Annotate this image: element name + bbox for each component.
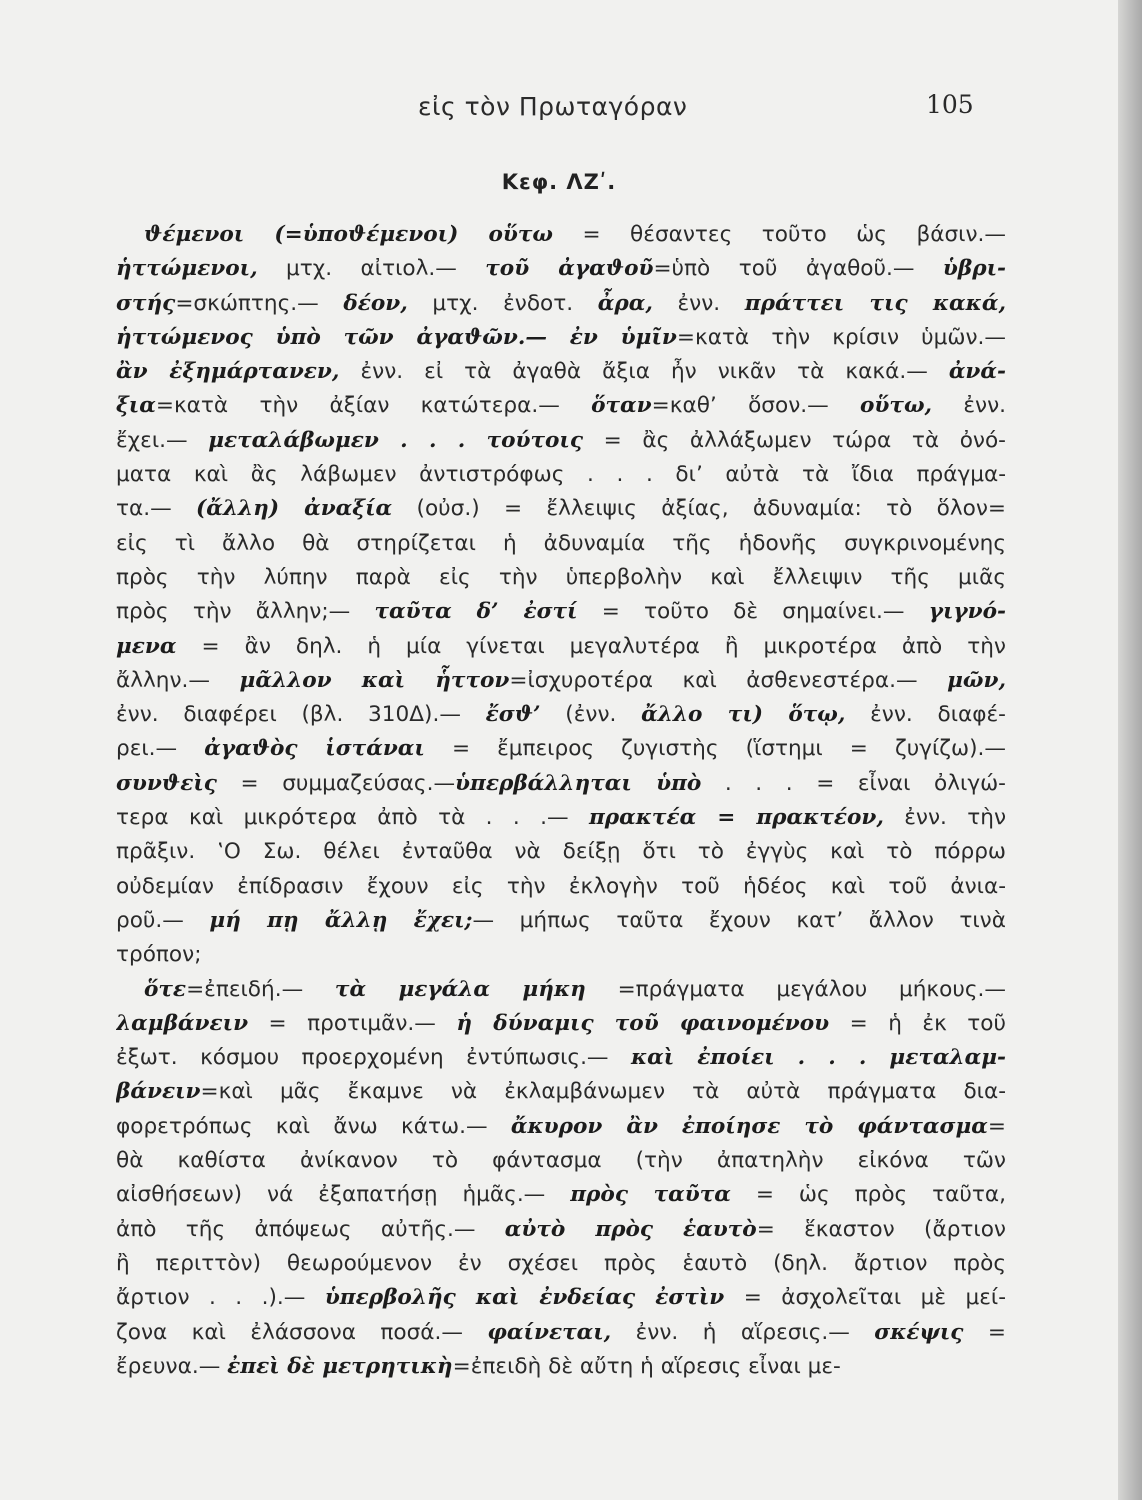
lemma: ἄκυρον ἂν ἐποίησε τὸ φάντασμα (510, 1113, 988, 1139)
text-line (116, 389, 1006, 423)
lemma: ξια (116, 393, 156, 419)
gloss: =σκώπτης.— (175, 290, 344, 316)
gloss: ἐξωτ. κόσμου προερχομένη ἐντύπωσις.— (116, 1045, 631, 1071)
gloss: ἐνν. (652, 290, 745, 316)
lemma: ἡττώμενοι, (116, 256, 258, 282)
text-line (116, 904, 1006, 938)
gloss: = προτιμᾶν.— (248, 1010, 457, 1036)
lemma: ἐπεὶ δὲ μετρητικὴ (227, 1353, 453, 1379)
text-line (116, 355, 1006, 389)
gloss: ματα καὶ ἂς λάβωμεν ἀντιστρόφως . . . δι’ αὐτὰ τὰ ἴδια πράγμα- (116, 462, 1006, 488)
gloss: ἄρτιον . . .).— (116, 1285, 325, 1311)
text-line (116, 630, 1006, 664)
commentary-text (116, 218, 1006, 1384)
lemma: ἔσϑ’ (485, 702, 541, 728)
text-line (116, 1144, 1006, 1178)
lemma: ταῦτα δ’ ἐστί (374, 599, 578, 625)
lemma: ἄλλο τι) ὅτῳ, (641, 702, 846, 728)
text-line (116, 870, 1006, 904)
text-line (116, 732, 1006, 766)
gloss: ρει.— (116, 736, 205, 762)
gloss: =ἐπειδή.— (186, 976, 335, 1002)
text-line (116, 801, 1006, 835)
gloss: ροῦ.— (116, 907, 210, 933)
text-line (116, 1281, 1006, 1315)
lemma: σκέψις (874, 1319, 964, 1345)
lemma: βάνειν (116, 1079, 201, 1105)
gloss: = θέσαντες τοῦτο ὡς βάσιν.— (552, 222, 1006, 247)
gloss: =πράγματα μεγάλου μήκους.— (585, 976, 1006, 1002)
lemma: αὐτὸ πρὸς ἑαυτὸ (504, 1216, 757, 1242)
page-number: 105 (926, 90, 974, 119)
text-line (116, 1110, 1006, 1144)
lemma: καὶ ἐποίει . . . μεταλαμ- (630, 1045, 1006, 1071)
gloss: — μήπως ταῦτα ἔχουν κατ’ ἄλλον τινὰ (472, 907, 1006, 933)
gloss: =καθ’ ὅσον.— (651, 393, 861, 419)
gloss: τα.— (116, 496, 197, 522)
lemma: λαμβάνειν (116, 1010, 249, 1036)
text-line (116, 1247, 1006, 1281)
lemma: ὑβρι- (942, 256, 1006, 282)
text-line (116, 458, 1006, 492)
text-line (116, 492, 1006, 526)
running-title: εἰς τὸν Πρωταγόραν (418, 92, 688, 121)
lemma: (ἄλλη) ἀναξία (196, 496, 393, 522)
lemma: πρακτέα = πρακτέον, (588, 805, 884, 831)
lemma: δέον, (343, 290, 408, 316)
lemma: πράττει τις κακά, (744, 290, 1006, 316)
gloss: = ἡ ἐκ τοῦ (829, 1010, 1006, 1036)
lemma: ἀγαϑὸς ἱστάναι (204, 736, 425, 762)
text-line (116, 1178, 1006, 1212)
text-line (116, 1007, 1006, 1041)
gloss: ἐνν. (932, 393, 1006, 419)
gloss: = ἕκαστον (ἄρτιον (756, 1216, 1006, 1242)
gloss: οὐδεμίαν ἐπίδρασιν ἔχουν εἰς τὴν ἐκλογὴν τοῦ ἡδέος καὶ τοῦ ἀνια- (116, 873, 1006, 899)
lemma: οὕτω, (860, 393, 933, 419)
gloss: = (963, 1319, 1006, 1345)
text-line (116, 527, 1006, 561)
lemma: τὰ μεγάλα μήκη (334, 976, 586, 1002)
lemma: ἀνά- (948, 359, 1006, 385)
lemma: πρὸς ταῦτα (570, 1182, 731, 1208)
gloss: ἀπὸ τῆς ἀπόψεως αὐτῆς.— (116, 1216, 505, 1242)
lemma: ἡ δύναμις τοῦ φαινομένου (456, 1010, 830, 1036)
lemma: μῶν, (947, 667, 1006, 693)
gloss: ἢ περιττὸν) θεωρούμενον ἐν σχέσει πρὸς ἑαυτὸ (δηλ. ἄρτιον πρὸς (116, 1250, 1006, 1276)
gloss: = ἔμπειρος ζυγιστὴς (ἵστημι = ζυγίζω).— (424, 736, 1006, 762)
gloss: = ἂν δηλ. ἡ μία γίνεται μεγαλυτέρα ἢ μικροτέρα ἀπὸ τὴν (176, 633, 1006, 659)
text-line (116, 973, 1006, 1007)
text-line (116, 424, 1006, 458)
gloss: αἰσθήσεων) νά ἐξαπατήσῃ ἡμᾶς.— (116, 1182, 571, 1208)
text-line (116, 698, 1006, 732)
lemma: ὑπερβολῆς καὶ ἐνδείας ἐστὶν (324, 1285, 725, 1311)
text-line (116, 595, 1006, 629)
gloss: ἐνν. διαφέρει (βλ. 310Δ).— (116, 702, 486, 728)
lemma: γιγνό- (928, 599, 1006, 625)
gloss: =κατὰ τὴν ἀξίαν κατώτερα.— (155, 393, 592, 419)
gloss: =ἰσχυροτέρα καὶ ἀσθενεστέρα.— (509, 667, 948, 693)
gloss: =καὶ μᾶς ἔκαμνε νὰ ἐκλαμβάνωμεν τὰ αὐτὰ πράγματα δια- (200, 1079, 1006, 1105)
lemma: ἂν ἐξημάρτανεν, (116, 359, 340, 385)
gloss: πρὸς τὴν λύπην παρὰ εἰς τὴν ὑπερβολὴν καὶ ἔλλειψιν τῆς μιᾶς (116, 564, 1006, 590)
gloss: ζονα καὶ ἐλάσσονα ποσά.— (116, 1319, 488, 1345)
gloss: ἔρευνα.— (116, 1353, 228, 1379)
text-line (116, 252, 1006, 286)
text-line (116, 664, 1006, 698)
gloss: = ἂς ἀλλάξωμεν τώρα τὰ ὀνό- (583, 427, 1006, 453)
lemma: ἆρα, (597, 290, 653, 316)
gloss: φορετρόπως καὶ ἄνω κάτω.— (116, 1113, 511, 1139)
gloss: = ὡς πρὸς ταῦτα, (730, 1182, 1006, 1208)
gloss: εἰς τὶ ἄλλο θὰ στηρίζεται ἡ ἀδυναμία τῆς ἡδονῆς συγκρινομένης (116, 530, 1006, 556)
text-line (116, 1350, 1006, 1384)
lemma: μεταλάβωμεν . . . τούτοις (208, 427, 584, 453)
text-line (116, 321, 1006, 355)
gloss: = συμμαζεύσας.— (216, 770, 456, 796)
gloss: πρᾶξιν. ‛Ο Σω. θέλει ἐνταῦθα νὰ δείξῃ ὅτι τὸ ἐγγὺς καὶ τὸ πόρρω (116, 839, 1006, 865)
text-line (116, 287, 1006, 321)
text-line (116, 561, 1006, 595)
gloss: = τοῦτο δὲ σημαίνει.— (577, 599, 929, 625)
lemma: συνϑεὶς (116, 770, 217, 796)
lemma: ἡττώμενος ὑπὸ τῶν ἀγαϑῶν.— ἐν ὑμῖν (116, 324, 677, 350)
text-line (116, 1213, 1006, 1247)
gloss: ἐνν. εἰ τὰ ἀγαθὰ ἄξια ἦν νικᾶν τὰ κακά.— (339, 359, 949, 385)
gloss: (οὐσ.) = ἔλλειψις ἀξίας, ἀδυναμία: τὸ ὅλον= (392, 496, 1006, 522)
text-line (116, 1075, 1006, 1109)
lemma: ὑπερβάλληται ὑπὸ (455, 770, 702, 796)
gloss: =ὑπὸ τοῦ ἀγαθοῦ.— (653, 256, 943, 282)
text-line (116, 1041, 1006, 1075)
gloss: = (987, 1113, 1006, 1139)
lemma: μενα (116, 633, 177, 659)
text-line (116, 938, 1006, 972)
gloss: =κατὰ τὴν κρίσιν ὑμῶν.— (676, 324, 1006, 350)
lemma: τοῦ ἀγαϑοῦ (485, 256, 654, 282)
gloss: ἐνν. τὴν (883, 805, 1006, 831)
chapter-title: Κεφ. ΛΖʹ. (501, 170, 617, 194)
gloss: . . . = εἶναι ὀλιγώ- (701, 770, 1006, 796)
text-line (116, 767, 1006, 801)
lemma: ὅταν (591, 393, 652, 419)
gloss: ἄλλην.— (116, 667, 240, 693)
text-line (116, 835, 1006, 869)
gloss: μτχ. ἐνδοτ. (407, 290, 598, 316)
gloss: τερα καὶ μικρότερα ἀπὸ τὰ . . .— (116, 805, 589, 831)
text-line (116, 218, 1006, 252)
text-line (116, 1316, 1006, 1350)
lemma: μή πῃ ἄλλῃ ἔχει; (209, 907, 473, 933)
lemma: ϑέμενοι (=ὑποϑέμενοι) οὕτω (144, 222, 553, 247)
gloss: ἐνν. διαφέ- (845, 702, 1006, 728)
gloss: (ἐνν. (540, 702, 642, 728)
gloss: =ἐπειδὴ δὲ αὔτη ἡ αἵρεσις εἶναι με- (452, 1353, 841, 1379)
page-edge (1118, 0, 1142, 1500)
gloss: τρόπον; (116, 942, 202, 968)
gloss: ἐνν. ἡ αἵρεσις.— (611, 1319, 875, 1345)
gloss: ἔχει.— (116, 427, 209, 453)
gloss: πρὸς τὴν ἄλλην;— (116, 599, 375, 625)
lemma: ὅτε (144, 976, 187, 1002)
gloss: μτχ. αἰτιολ.— (257, 256, 486, 282)
gloss: = ἀσχολεῖται μὲ μεί- (724, 1285, 1006, 1311)
lemma: μᾶλλον καὶ ἧττον (239, 667, 510, 693)
lemma: φαίνεται, (487, 1319, 612, 1345)
lemma: στής (116, 290, 176, 316)
gloss: θὰ καθίστα ἀνίκανον τὸ φάντασμα (τὴν ἀπατηλὴν εἰκόνα τῶν (116, 1148, 1006, 1174)
